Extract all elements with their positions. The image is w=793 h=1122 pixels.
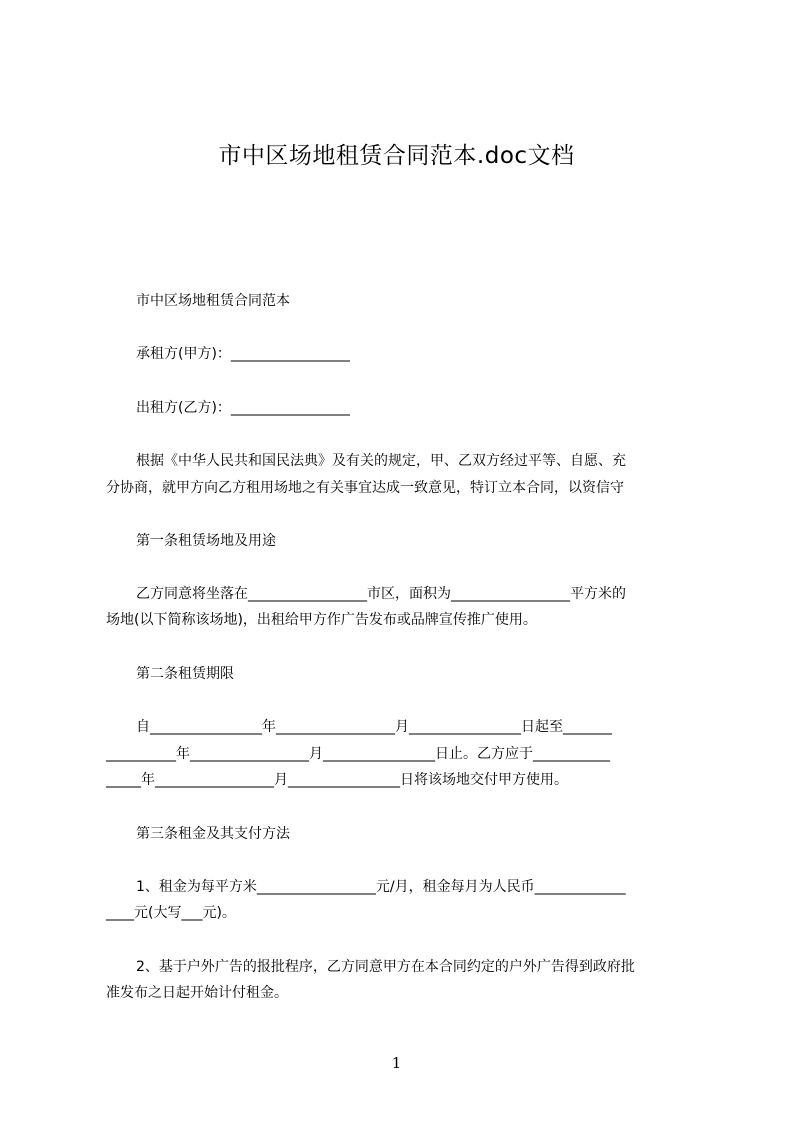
document-title: 市中区场地租赁合同范本.doc文档 bbox=[218, 143, 575, 169]
preamble-line-2: 分协商，就甲方向乙方租用场地之有关事宜达成一致意见，特订立本合同，以资信守 bbox=[106, 480, 624, 496]
article-3-item-2-line-2: 准发布之日起开始计付租金。 bbox=[106, 985, 288, 1001]
preamble-line-1: 根据《中华人民共和国民法典》及有关的规定，甲、乙双方经过平等、自愿、充 bbox=[136, 453, 626, 469]
page-number: 1 bbox=[391, 1054, 402, 1072]
lessee-line: 承租方(甲方)：_________________ bbox=[136, 346, 350, 362]
lessor-line: 出租方(乙方)：_________________ bbox=[136, 400, 350, 416]
article-3-item-1-line-1: 1、租金为每平方米_________________元/月，租金每月为人民币_____________ bbox=[136, 879, 626, 895]
article-2-line-2: __________年_________________月________________日止。乙方应于___________ bbox=[106, 746, 610, 762]
article-2-heading: 第二条租赁期限 bbox=[136, 666, 234, 682]
article-3-item-2-line-1: 2、基于户外广告的报批程序，乙方同意甲方在本合同约定的户外广告得到政府批 bbox=[136, 959, 635, 975]
article-3-heading: 第三条租金及其支付方法 bbox=[136, 826, 290, 842]
article-1-heading: 第一条租赁场地及用途 bbox=[136, 533, 276, 549]
article-1-line-1: 乙方同意将坐落在_________________市区，面积为_________________平方米的 bbox=[136, 586, 626, 602]
article-2-line-3: _____年_________________月________________日将该场地交付甲方使用。 bbox=[106, 772, 568, 788]
contract-name: 市中区场地租赁合同范本 bbox=[136, 293, 290, 309]
article-3-item-1-line-2: ____元(大写___元)。 bbox=[106, 905, 236, 921]
article-1-line-2: 场地(以下简称该场地)，出租给甲方作广告发布或品牌宣传推广使用。 bbox=[106, 612, 537, 628]
article-2-line-1: 自________________年_________________月________________日起至_______ bbox=[136, 719, 612, 735]
